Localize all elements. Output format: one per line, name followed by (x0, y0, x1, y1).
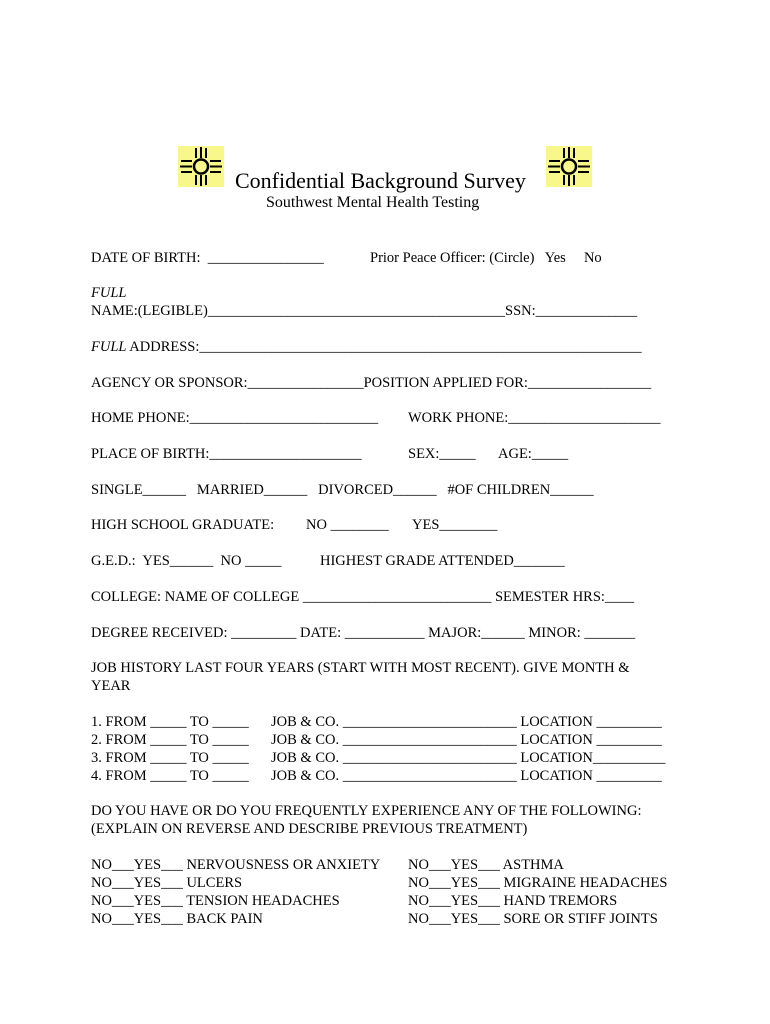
sex-field[interactable]: SEX:_____ (408, 446, 476, 462)
full-address-field[interactable]: FULL ADDRESS:_____________________________________________________________ (91, 339, 642, 355)
page-subtitle: Southwest Mental Health Testing (266, 194, 480, 211)
condition-item[interactable]: NO___YES___ MIGRAINE HEADACHES (408, 875, 668, 891)
condition-item[interactable]: NO___YES___ HAND TREMORS (408, 893, 618, 909)
conditions-heading: DO YOU HAVE OR DO YOU FREQUENTLY EXPERIENCE ANY OF THE FOLLOWING: (91, 803, 642, 819)
prior-peace-officer-field[interactable]: Prior Peace Officer: (Circle) Yes No (370, 250, 602, 266)
job-history-heading-cont: YEAR (91, 678, 131, 694)
condition-item[interactable]: NO___YES___ TENSION HEADACHES (91, 893, 340, 909)
job-row-dates[interactable]: 1. FROM _____ TO _____ (91, 714, 249, 730)
age-field[interactable]: AGE:_____ (498, 446, 569, 462)
high-school-no-field[interactable]: NO ________ (306, 517, 389, 533)
highest-grade-field[interactable]: HIGHEST GRADE ATTENDED_______ (320, 553, 565, 569)
job-row-company[interactable]: JOB & CO. ________________________ LOCATION _________ (271, 732, 662, 748)
marital-status-field[interactable]: SINGLE______ MARRIED______ DIVORCED______ #OF CHILDREN______ (91, 482, 594, 498)
degree-field[interactable]: DEGREE RECEIVED: _________ DATE: ___________ MAJOR:______ MINOR: _______ (91, 625, 636, 641)
date-of-birth-field[interactable]: DATE OF BIRTH: ________________ (91, 250, 324, 266)
page-title: Confidential Background Survey (235, 168, 526, 193)
job-row-dates[interactable]: 4. FROM _____ TO _____ (91, 768, 249, 784)
work-phone-field[interactable]: WORK PHONE:_____________________ (408, 410, 661, 426)
condition-item[interactable]: NO___YES___ ASTHMA (408, 857, 564, 873)
high-school-yes-field[interactable]: YES________ (412, 517, 498, 533)
condition-item[interactable]: NO___YES___ BACK PAIN (91, 911, 263, 927)
college-field[interactable]: COLLEGE: NAME OF COLLEGE __________________________ SEMESTER HRS:____ (91, 589, 634, 605)
full-name-ssn-field[interactable]: NAME:(LEGIBLE)_________________________________________SSN:______________ (91, 303, 638, 319)
agency-position-field[interactable]: AGENCY OR SPONSOR:________________POSITION APPLIED FOR:_________________ (91, 375, 652, 391)
zia-sun-logo-left-icon (178, 146, 224, 187)
high-school-graduate-label: HIGH SCHOOL GRADUATE: (91, 517, 275, 533)
condition-item[interactable]: NO___YES___ SORE OR STIFF JOINTS (408, 911, 658, 927)
full-label: FULL (91, 285, 127, 301)
job-row-company[interactable]: JOB & CO. ________________________ LOCATION__________ (271, 750, 666, 766)
condition-item[interactable]: NO___YES___ ULCERS (91, 875, 243, 891)
place-of-birth-field[interactable]: PLACE OF BIRTH:_____________________ (91, 446, 362, 462)
job-row-company[interactable]: JOB & CO. ________________________ LOCATION _________ (271, 768, 662, 784)
ged-field[interactable]: G.E.D.: YES______ NO _____ (91, 553, 282, 569)
zia-sun-logo-right-icon (546, 146, 592, 187)
job-row-dates[interactable]: 2. FROM _____ TO _____ (91, 732, 249, 748)
job-history-heading: JOB HISTORY LAST FOUR YEARS (START WITH MOST RECENT). GIVE MONTH & (91, 660, 630, 676)
home-phone-field[interactable]: HOME PHONE:__________________________ (91, 410, 379, 426)
conditions-subheading: (EXPLAIN ON REVERSE AND DESCRIBE PREVIOUS TREATMENT) (91, 821, 528, 837)
job-row-company[interactable]: JOB & CO. ________________________ LOCATION _________ (271, 714, 662, 730)
condition-item[interactable]: NO___YES___ NERVOUSNESS OR ANXIETY (91, 857, 381, 873)
job-row-dates[interactable]: 3. FROM _____ TO _____ (91, 750, 249, 766)
